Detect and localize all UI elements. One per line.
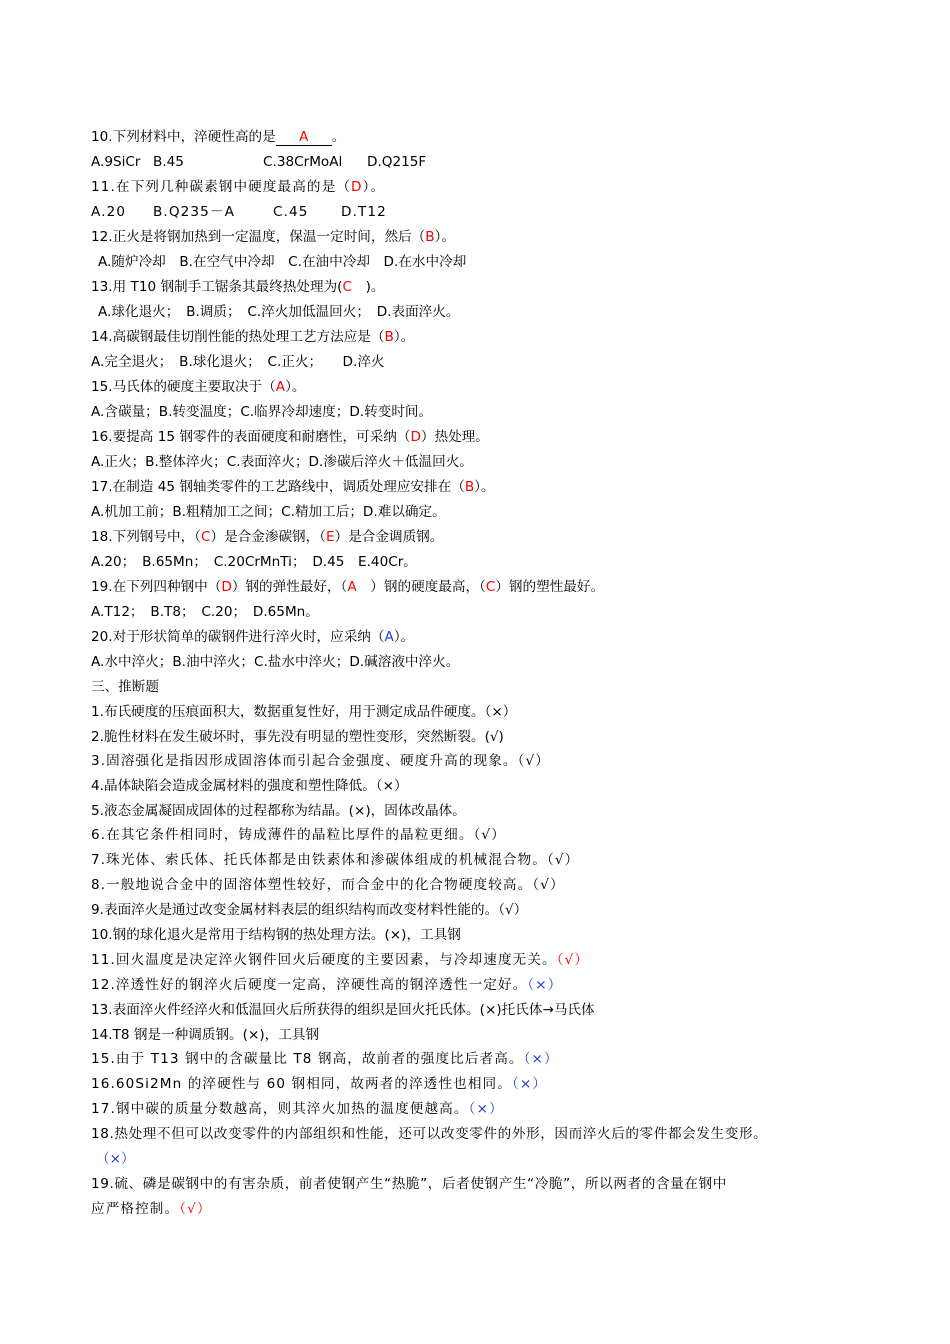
option-b: B.Q235－A (153, 204, 235, 220)
question-11 (91, 178, 385, 196)
options-16: A.正火；B.整体淬火；C.表面淬火；D.渗碳后淬火＋低温回火。 (91, 454, 473, 470)
judge-answer: （×） (484, 704, 517, 720)
options-14: A.完全退火； B.球化退火； C.正火； D.淬火 (91, 354, 385, 370)
section-title: 三、推断题 (91, 679, 159, 695)
judge-answer: (√) (484, 729, 504, 745)
judge-text: 9.表面淬火是通过改变金属材料表层的组织结构而改变材料性能的。 (91, 902, 499, 918)
option-c: C.45 (273, 204, 309, 220)
judge-answer: （√） (556, 952, 590, 968)
judge-item-15 (91, 1050, 559, 1068)
judge-text: 6.在其它条件相同时，铸成薄件的晶粒比厚件的晶粒更细。 (91, 827, 474, 843)
judge-answer: （√） (473, 827, 506, 843)
question-text: ）是合金渗碳钢，（ (210, 529, 327, 545)
question-text: ）钢的弹性最好，（ (231, 579, 348, 595)
question-text: 12.正火是将钢加热到一定温度，保温一定时间，然后（ (91, 229, 426, 245)
question-text: 。 (331, 129, 346, 145)
judge-text: 10.钢的球化退火是常用于结构钢的热处理方法。(×)，工具钢 (91, 927, 461, 943)
question-text: 20.对于形状简单的碳钢件进行淬火时，应采纳（ (91, 629, 385, 645)
judge-text: 应严格控制。 (91, 1201, 180, 1217)
question-text: ）钢的硬度最高，（ (356, 579, 486, 595)
judge-answer: （√） (532, 877, 565, 893)
question-text: ）是合金调质钢。 (334, 529, 444, 545)
option-a: A.9SiCr (91, 154, 141, 170)
judge-item-9 (91, 901, 527, 919)
question-text: 17.在制造 45 钢轴类零件的工艺路线中，调质处理应安排在（ (91, 479, 465, 495)
judge-item-12 (91, 976, 562, 994)
judge-item-6 (91, 826, 506, 844)
judge-answer: （×） (96, 1151, 135, 1167)
judge-item-18-answer (96, 1150, 135, 1168)
question-text: )。 (351, 279, 385, 295)
question-15 (91, 378, 305, 396)
question-text: 14.高碳钢最佳切削性能的热处理工艺方法应是（ (91, 329, 385, 345)
question-text: 10.下列材料中，淬硬性高的是 (91, 129, 276, 145)
judge-text: 17.钢中碳的质量分数越高，则其淬火加热的温度便越高。 (91, 1101, 469, 1117)
judge-answer: （×） (523, 1051, 559, 1067)
option-a: A.20 (91, 204, 127, 220)
judge-text: 1.布氏硬度的压痕面积大，数据重复性好，用于测定成品件硬度。 (91, 704, 485, 720)
question-18 (91, 528, 443, 546)
judge-item-8 (91, 876, 565, 894)
question-text: 16.要提高 15 钢零件的表面硬度和耐磨性，可采纳（ (91, 429, 411, 445)
judge-text: 3.固溶强化是指因形成固溶体而引起合金强度、硬度升高的现象。 (91, 753, 518, 769)
judge-text: 2.脆性材料在发生破坏时，事先没有明显的塑性变形，突然断裂。 (91, 729, 485, 745)
question-20 (91, 628, 414, 646)
option-d: D.T12 (341, 204, 387, 220)
answer: D (410, 429, 421, 445)
options-19: A.T12； B.T8； C.20； D.65Mn。 (91, 604, 319, 620)
options-11 (91, 203, 387, 221)
judge-item-16 (91, 1075, 547, 1093)
judge-item-13 (91, 1001, 595, 1019)
question-text: 11.在下列几种碳素钢中硬度最高的是（ (91, 179, 352, 195)
judge-item-10 (91, 926, 461, 944)
options-17: A.机加工前；B.粗精加工之间；C.精加工后；D.难以确定。 (91, 504, 446, 520)
answer-2: E (326, 529, 335, 545)
options-12: A.随炉冷却 B.在空气中冷却 C.在油中冷却 D.在水中冷却 (98, 254, 467, 270)
question-10 (91, 128, 345, 146)
option-d: D.Q215F (367, 154, 427, 170)
question-text: 15.马氏体的硬度主要取决于（ (91, 379, 276, 395)
judge-answer: （√） (517, 753, 550, 769)
judge-item-17 (91, 1100, 504, 1118)
judge-text: 8.一般地说合金中的固溶体塑性较好，而合金中的化合物硬度较高。 (91, 877, 533, 893)
judge-text: 13.表面淬火件经淬火和低温回火后所获得的组织是回火托氏体。(×)托氏体→马氏体 (91, 1002, 595, 1018)
judge-answer: （√） (498, 902, 528, 918)
judge-item-19-cont (91, 1200, 212, 1218)
answer: B (425, 229, 435, 245)
answer-2: A (347, 579, 357, 595)
judge-item-5 (91, 802, 466, 820)
question-text: ）。 (393, 629, 415, 645)
answer-1: D (221, 579, 232, 595)
question-text: ）。 (393, 329, 415, 345)
answer: B (464, 479, 475, 495)
judge-answer: （√） (546, 852, 580, 868)
options-13: A.球化退火； B.调质； C.淬火加低温回火； D.表面淬火。 (98, 304, 460, 320)
judge-text: 12.淬透性好的钢淬火后硬度一定高，淬硬性高的钢淬透性一定好。 (91, 977, 528, 993)
answer-blank: A (276, 130, 332, 146)
question-13 (91, 278, 384, 296)
question-text: ）。 (434, 229, 455, 245)
judge-text: 5.液态金属凝固成固体的过程都称为结晶。(×)，固体改晶体。 (91, 803, 466, 819)
judge-item-19: 19.硫、磷是碳钢中的有害杂质，前者使钢产生“热脆”，后者使钢产生“冷脆”，所以两者的含量在钢中 (91, 1176, 727, 1192)
question-19 (91, 578, 604, 596)
question-text: ）钢的塑性最好。 (495, 579, 605, 595)
judge-item-7 (91, 851, 579, 869)
options-15: A.含碳量；B.转变温度；C.临界冷却速度；D.转变时间。 (91, 404, 433, 420)
options-10 (91, 153, 426, 171)
options-18: A.20； B.65Mn； C.20CrMnTi； D.45 E.40Cr。 (91, 554, 417, 570)
question-16 (91, 428, 489, 446)
option-b: B.45 (153, 154, 184, 170)
question-text: ）。 (362, 179, 386, 195)
question-12 (91, 228, 455, 246)
judge-item-3 (91, 752, 550, 770)
question-text: ）热处理。 (420, 429, 489, 445)
judge-item-14 (91, 1026, 319, 1044)
judge-item-18: 18.热处理不但可以改变零件的内部组织和性能，还可以改变零件的外形，因而淬火后的零件都会发生变形。 (91, 1126, 768, 1142)
answer: A (275, 379, 286, 395)
question-text: 13.用 T10 钢制手工锯条其最终热处理为( (91, 279, 343, 295)
question-text: ）。 (285, 379, 306, 395)
judge-answer: （√） (179, 1201, 212, 1217)
judge-text: 16.60Si2Mn 的淬硬性与 60 钢相同，故两者的淬透性也相同。 (91, 1076, 512, 1092)
question-text: 18.下列钢号中，（ (91, 529, 201, 545)
answer-1: C (200, 529, 211, 545)
judge-item-11 (91, 951, 589, 969)
judge-answer: （×） (468, 1101, 504, 1117)
judge-answer: （×） (527, 977, 563, 993)
option-c: C.38CrMoAl (263, 154, 343, 170)
answer: A (384, 629, 394, 645)
answer-3: C (485, 579, 496, 595)
options-20: A.水中淬火；B.油中淬火；C.盐水中淬火；D.碱溶液中淬火。 (91, 654, 460, 670)
judge-text: 11.回火温度是决定淬火钢件回火后硬度的主要因素，与冷却速度无关。 (91, 952, 557, 968)
answer: B (384, 329, 394, 345)
judge-answer: （×） (511, 1076, 548, 1092)
question-text: ）。 (474, 479, 495, 495)
judge-text: 4.晶体缺陷会造成金属材料的强度和塑性降低。 (91, 778, 376, 794)
judge-text: 15.由于 T13 钢中的含碳量比 T8 钢高，故前者的强度比后者高。 (91, 1051, 524, 1067)
answer: C (342, 279, 352, 295)
question-17 (91, 478, 495, 496)
judge-item-1 (91, 703, 516, 721)
judge-answer: （×） (375, 778, 408, 794)
question-14 (91, 328, 414, 346)
judge-item-2 (91, 728, 504, 746)
question-text: 19.在下列四种钢中（ (91, 579, 222, 595)
judge-text: 14.T8 钢是一种调质钢。(×)，工具钢 (91, 1027, 320, 1043)
answer: D (351, 179, 363, 195)
judge-text: 7.珠光体、索氏体、托氏体都是由铁素体和渗碳体组成的机械混合物。 (91, 852, 547, 868)
judge-item-4 (91, 777, 408, 795)
